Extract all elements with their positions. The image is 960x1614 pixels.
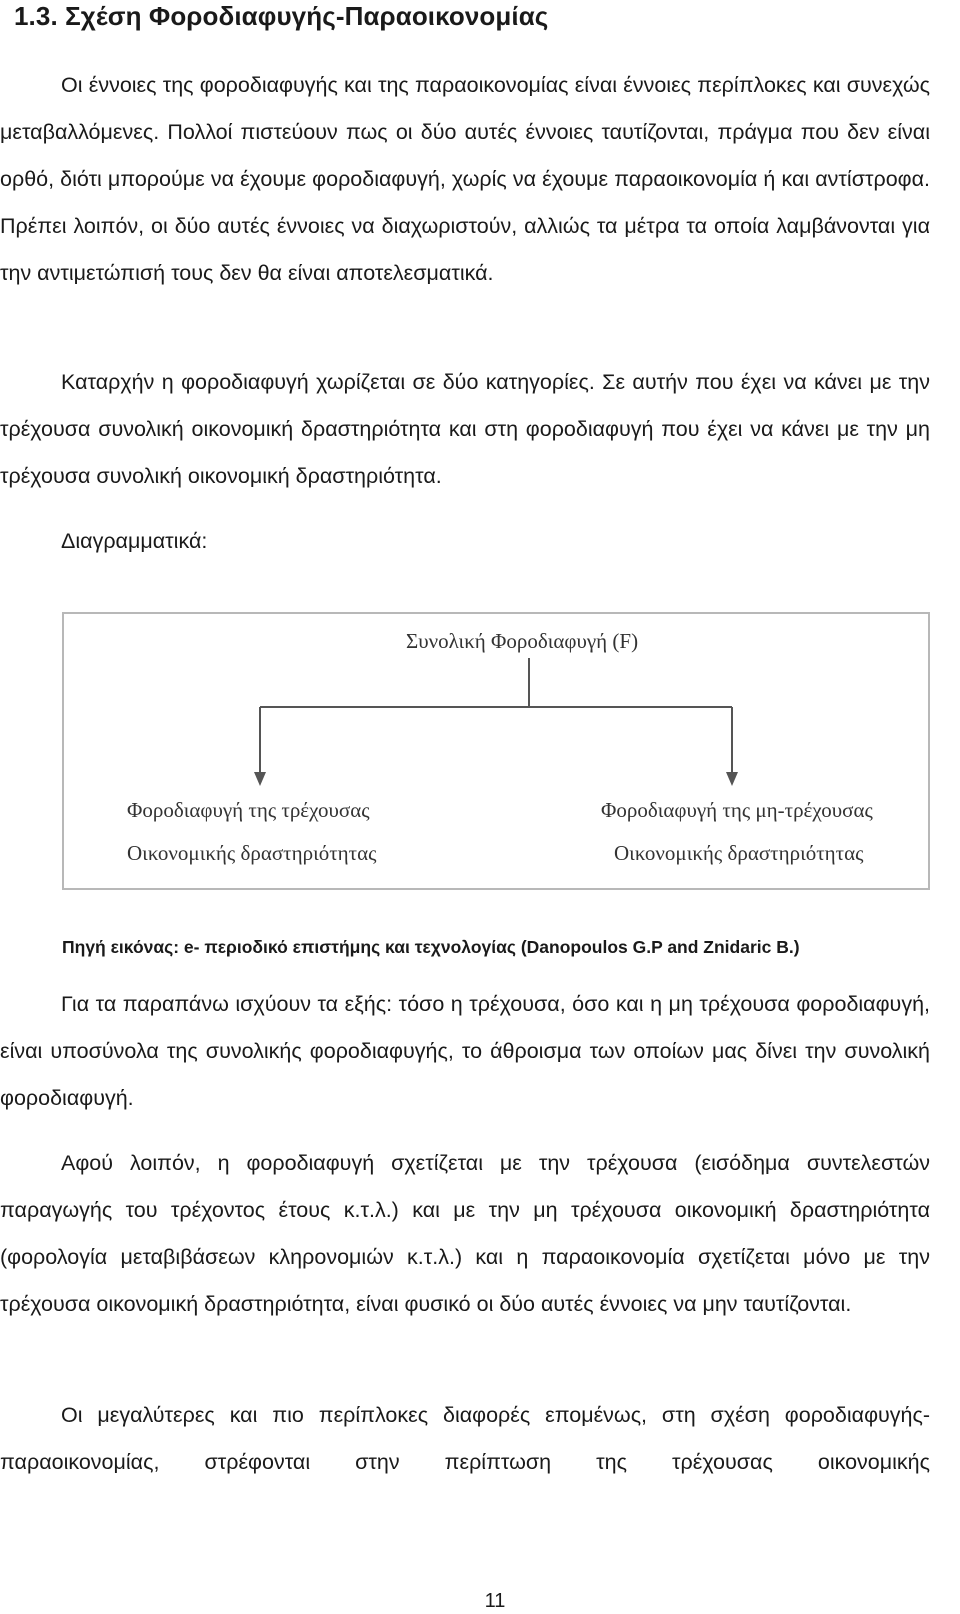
left-arrowhead	[254, 772, 266, 786]
paragraph-1: Οι έννοιες της φοροδιαφυγής και της παραοικονομίας είναι έννοιες περίπλοκες και συνεχώς μεταβαλλόμενες. Πολλοί πιστεύουν πως οι δύο αυτές έννοιες ταυτίζονται, πράγμα που δεν είναι ορθό, διότι μπορούμε να έχουμε φοροδιαφυγή, χωρίς να έχουμε παραοικονομία ή και αντίστροφα. Πρέπει λοιπόν, οι δύο αυτές έννοιες να διαχωριστούν, αλλιώς τα μέτρα τα οποία λαμβάνονται για την αντιμετώπισή τους δεν θα είναι αποτελεσματικά.	[0, 73, 930, 285]
diagram-left-node-line1: Φοροδιαφυγή της τρέχουσας	[127, 798, 370, 822]
diagram-root-node: Συνολική Φοροδιαφυγή (F)	[406, 629, 639, 653]
paragraph-5: Οι μεγαλύτερες και πιο περίπλοκες διαφορές επομένως, στη σχέση φοροδιαφυγής-παραοικονομίας, στρέφονται στην περίπτωση της τρέχουσας οικονομικής	[0, 1403, 930, 1474]
figure-caption: Πηγή εικόνας: e- περιοδικό επιστήμης και τεχνολογίας (Danopoulos G.P and Znidaric B.)	[62, 937, 800, 957]
paragraph-2: Καταρχήν η φοροδιαφυγή χωρίζεται σε δύο κατηγορίες. Σε αυτήν που έχει να κάνει με την τρέχουσα συνολική οικονομική δραστηριότητα και στη φοροδιαφυγή που έχει να κάνει με την μη τρέχουσα συνολική οικονομική δραστηριότητα.	[0, 370, 930, 488]
diagram-right-node-line2: Οικονομικής δραστηριότητας	[614, 841, 864, 865]
right-arrowhead	[726, 772, 738, 786]
diagram-label: Διαγραμματικά:	[61, 529, 208, 553]
diagram-right-node-line1: Φοροδιαφυγή της μη-τρέχουσας	[601, 798, 873, 822]
page-number: 11	[484, 1590, 506, 1612]
section-heading: 1.3. Σχέση Φοροδιαφυγής-Παραοικονομίας	[14, 1, 549, 31]
diagram-left-node-line2: Οικονομικής δραστηριότητας	[127, 841, 377, 865]
diagram-figure	[62, 612, 930, 890]
paragraph-3: Για τα παραπάνω ισχύουν τα εξής: τόσο η τρέχουσα, όσο και η μη τρέχουσα φοροδιαφυγή, είναι υποσύνολα της συνολικής φοροδιαφυγής, το άθροισμα των οποίων μας δίνει την συνολική φοροδιαφυγή.	[0, 992, 930, 1110]
paragraph-4: Αφού λοιπόν, η φοροδιαφυγή σχετίζεται με την τρέχουσα (εισόδημα συντελεστών παραγωγής του τρέχοντος έτους κ.τ.λ.) και με την μη τρέχουσα οικονομική δραστηριότητα (φορολογία μεταβιβάσεων κληρονομιών κ.τ.λ.) και η παραοικονομία σχετίζεται μόνο με την τρέχουσα οικονομική δραστηριότητα, είναι φυσικό οι δύο αυτές έννοιες να μην ταυτίζονται.	[0, 1151, 930, 1316]
